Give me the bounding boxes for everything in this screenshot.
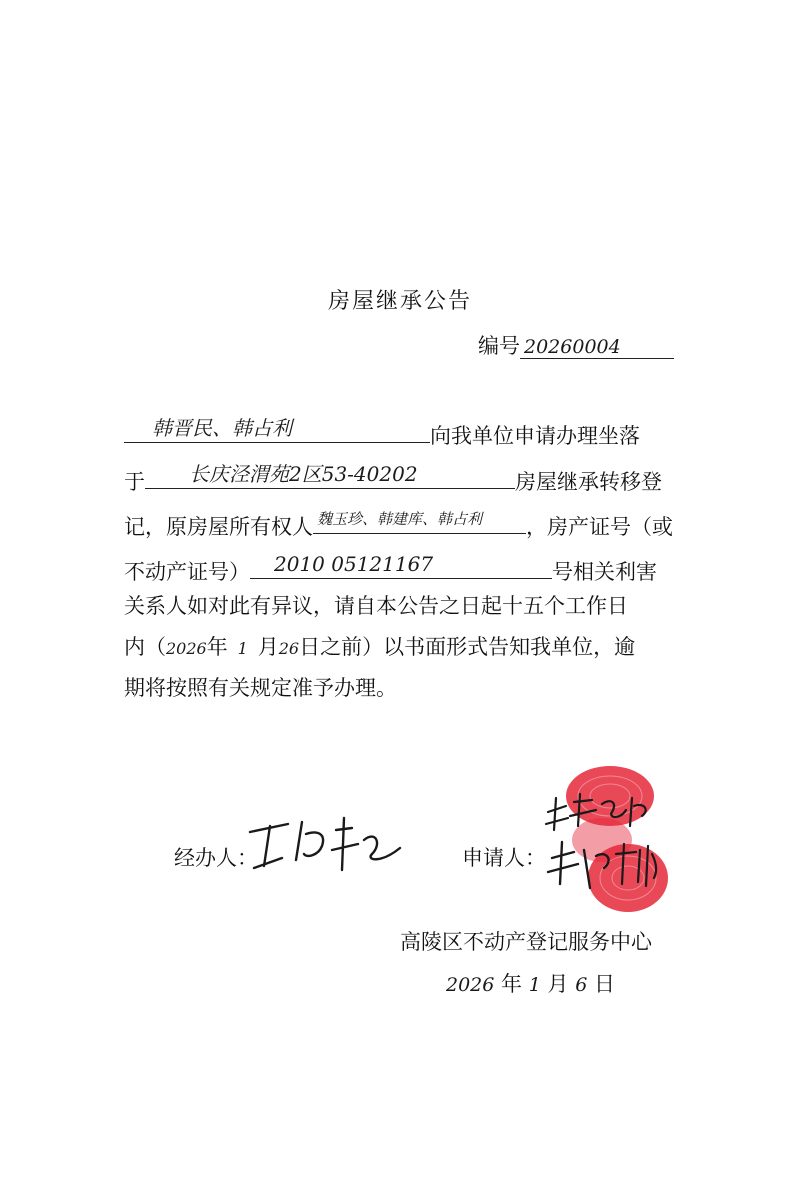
- applicant-signature: [540, 780, 670, 900]
- body-line-4: [124, 550, 657, 588]
- body-text-4: 记，原房屋所有权人: [124, 515, 313, 539]
- body-line-1: [124, 414, 640, 452]
- date-month: 1: [528, 974, 541, 996]
- serial-label: 编号: [478, 334, 520, 358]
- body-text-2: 于: [124, 470, 145, 494]
- registration-center-name: 高陵区不动产登记服务中心: [400, 930, 652, 954]
- issue-date: [446, 968, 615, 998]
- applicants-handwritten: 韩晋民、韩占利: [124, 414, 430, 443]
- handler-label: 经办人：: [174, 846, 258, 870]
- deadline-month: 1: [237, 639, 248, 658]
- handler-signature: [240, 800, 410, 880]
- certificate-number-handwritten: 2010 05121167: [250, 550, 552, 579]
- date-year-label: 年: [501, 972, 523, 996]
- body-line-2: [124, 460, 662, 498]
- body-text-10: 期将按照有关规定准予办理。: [124, 676, 397, 700]
- body-text-9b: 年: [206, 635, 228, 659]
- body-text-9c: 月: [257, 635, 279, 659]
- body-line-3: [124, 505, 673, 543]
- date-day: 6: [575, 974, 588, 996]
- body-text-5: ，房产证号（或: [526, 515, 673, 539]
- applicant-label: 申请人：: [462, 846, 546, 870]
- deadline-year: 2026: [166, 639, 207, 658]
- body-text-9d: 日之前）以书面形式告知我单位，逾: [299, 635, 636, 659]
- deadline-day: 26: [278, 639, 300, 658]
- body-line-5: [124, 590, 628, 622]
- location-handwritten: 长庆泾渭苑2区53-40202: [145, 460, 515, 489]
- body-text-8: 关系人如对此有异议，请自本公告之日起十五个工作日: [124, 594, 628, 618]
- body-text-9a: 内（: [124, 635, 166, 659]
- body-text-1: 向我单位申请办理坐落: [430, 424, 640, 448]
- notice-title: 房屋继承公告: [327, 289, 472, 314]
- date-month-label: 月: [547, 972, 569, 996]
- serial-number-row: [478, 330, 674, 360]
- body-line-7: [124, 672, 397, 704]
- original-owner-handwritten: 魏玉珍、韩建库、韩占利: [313, 505, 526, 534]
- body-text-3: 房屋继承转移登: [515, 470, 662, 494]
- body-line-6: [124, 631, 635, 665]
- body-text-7: 号相关利害: [552, 560, 657, 584]
- date-year: 2026: [446, 974, 495, 996]
- serial-number-value: 20260004: [520, 337, 674, 359]
- date-day-label: 日: [593, 972, 615, 996]
- body-text-6: 不动产证号）: [124, 560, 250, 584]
